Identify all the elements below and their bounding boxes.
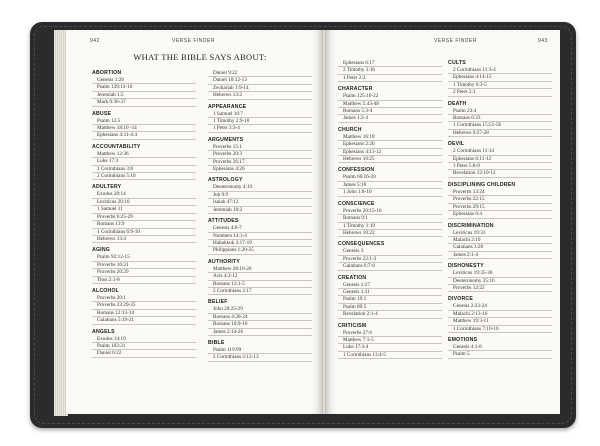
verse-reference: Psalm 103:21 [92,343,196,350]
right-column-1 [338,60,442,359]
verse-reference: 1 Timothy 6:3-5 [448,82,552,89]
verse-reference: Hebrews 10:25 [338,156,442,163]
verse-reference: Ephesians 6:17 [338,60,442,67]
topic-heading: CHURCH [338,126,362,133]
verse-reference: Job 9:9 [208,192,312,199]
topic-heading: AGING [92,247,111,254]
topic-heading: DEVIL [448,141,465,148]
topic-heading: CULTS [448,60,466,66]
verse-reference: 1 Corinthians 6:9-10 [92,229,196,236]
verse-reference: Acts 4:2-12 [208,273,312,280]
verse-reference: Ephesians 6:11-12 [448,156,552,163]
topic-heading: CHARACTER [338,86,373,93]
verse-reference: Psalm 23:4 [448,108,552,115]
verse-reference: Proverbs 22:1-3 [338,256,442,263]
topic-heading: ACCOUNTABILITY [92,143,141,150]
verse-reference: Proverbs 20:1 [92,295,196,302]
verse-reference: Exodus 14:19 [92,336,196,343]
running-header-left: VERSE FINDER [172,38,215,44]
verse-reference: Psalm 139:13-16 [92,84,196,91]
verse-reference: Proverbs 20:29 [92,269,196,276]
topic-heading: CREATION [338,274,367,281]
verse-reference: Matthew 5:43-48 [338,101,442,108]
page-number-right: 943 [538,38,548,44]
topic-heading: CONSEQUENCES [338,241,385,248]
verse-reference: 2 Peter 2:1 [448,89,552,96]
verse-reference: 1 Peter 2:2 [338,75,442,82]
verse-reference: Genesis 1:27 [338,282,442,289]
verse-reference: Numbers 14:1-4 [208,233,312,240]
verse-reference: Proverbs 16:31 [92,262,196,269]
topic-heading: AUTHORITY [208,258,241,265]
verse-reference: Ephesians 6:4 [448,211,552,218]
verse-reference: Titus 2:1-8 [92,277,196,284]
verse-reference: Proverbs 13:24 [448,189,552,196]
verse-reference: Hebrews 13:4 [92,236,196,243]
verse-reference: 1 Samuel 16:7 [208,111,312,118]
verse-reference: Psalm 119:99 [208,347,312,354]
verse-reference: Psalm 89:5 [338,304,442,311]
topic-heading: DISHONESTY [448,263,484,270]
verse-reference: Romans 12:13-14 [92,310,196,317]
verse-reference: Proverbs 20:15-16 [338,208,442,215]
topic-heading: DEATH [448,100,467,107]
topic-heading: CRITICISM [338,322,367,329]
verse-reference: James 2:14-26 [208,329,312,336]
topic-heading: DISCRIMINATION [448,222,494,229]
topic-heading: EMOTIONS [448,336,478,343]
verse-reference: Matthew 12:36 [92,151,196,158]
verse-reference: Romans 10:9-10 [208,321,312,328]
page-title: WHAT THE BIBLE SAYS ABOUT: [133,52,267,62]
verse-reference: Galatians 5:19-21 [92,317,196,324]
verse-reference: Revelation 12:10-12 [448,170,552,177]
verse-reference: Deuteronomy 4:19 [208,184,312,191]
topic-heading: CONSCIENCE [338,200,375,207]
verse-reference: Habakkuk 3:17-19 [208,240,312,247]
verse-reference: Daniel 10:12-13 [208,77,312,84]
verse-reference: Ephesians 4:11-12 [338,149,442,156]
verse-reference: Philippians 1:20-25 [208,247,312,254]
topic-heading: DISCIPLINING CHILDREN [448,181,516,188]
verse-reference: Galatians 6:7-8 [338,263,442,270]
verse-reference: 2 Corinthians 2:17 [208,288,312,295]
verse-reference: Zechariah 1:9-14 [208,85,312,92]
verse-reference: 1 Corinthians 15:51-56 [448,122,552,129]
verse-reference: Jeremiah 1:5 [92,92,196,99]
topic-heading: ALCOHOL [92,287,120,294]
verse-reference: Psalm 19:1 [338,296,442,303]
topic-heading: DIVORCE [448,296,474,303]
book-gutter [322,30,326,414]
verse-reference: Mark 9:36-37 [92,99,196,106]
verse-reference: 2 Corinthians 11:3-4 [448,67,552,74]
verse-reference: Galatians 3:28 [448,244,552,251]
verse-reference: Genesis 4:1-8 [448,344,552,351]
verse-reference: 1 Peter 5:8-9 [448,163,552,170]
page-number-left: 942 [90,38,100,44]
verse-reference: 2 Timothy 3:16 [338,67,442,74]
verse-reference: Isaiah 47:12 [208,199,312,206]
verse-reference: Romans 6:23 [448,115,552,122]
topic-heading: ATTITUDES [208,218,239,225]
verse-reference: 2 Corinthians 11:14 [448,148,552,155]
verse-reference: Ephesians 2:20 [338,141,442,148]
topic-heading: ABORTION [92,70,122,76]
topic-heading: CONFESSION [338,167,375,174]
topic-heading: ASTROLOGY [208,177,243,184]
verse-reference: Hebrews 9:27-28 [448,130,552,137]
topic-heading: ADULTERY [92,184,122,191]
left-column-2 [208,70,312,362]
topic-heading: ANGELS [92,328,115,335]
verse-reference: Matthew 7:1-5 [338,337,442,344]
verse-reference: Daniel 6:22 [92,350,196,357]
verse-reference: Matthew 16:18 [338,134,442,141]
verse-reference: 1 Timothy 2:9-10 [208,118,312,125]
verse-reference: Daniel 9:22 [208,70,312,77]
verse-reference: James 5:16 [338,182,442,189]
topic-heading: BELIEF [208,299,228,306]
verse-reference: Proverbs 29:15 [448,204,552,211]
verse-reference: Romans 4:20-24 [208,314,312,321]
verse-reference: 1 Samuel 11 [92,206,196,213]
topic-heading: ABUSE [92,110,112,117]
verse-reference: James 2:1-4 [448,252,552,259]
verse-reference: 1 Timothy 1:19 [338,223,442,230]
verse-reference: Deuteronomy 25:16 [448,278,552,285]
verse-reference: Psalm 12:5 [92,118,196,125]
verse-reference: Matthew 18:10 -14 [92,125,196,132]
verse-reference: Proverbs 6:25-29 [92,214,196,221]
verse-reference: Proverbs 15:1 [208,144,312,151]
running-header-right: VERSE FINDER [434,38,477,44]
verse-reference: Leviticus 20:10 [92,199,196,206]
verse-reference: Matthew 19:3-11 [448,318,552,325]
verse-reference: 1 Peter 3:3-4 [208,125,312,132]
verse-reference: Romans 9:1 [338,215,442,222]
right-page [324,30,560,414]
verse-reference: Proverbs 26:17 [208,159,312,166]
verse-reference: Romans 13:9 [92,221,196,228]
verse-reference: Psalm 5 [448,351,552,358]
verse-reference: Luke 17:3 [92,158,196,165]
verse-reference: 1 Corinthians 7:10-16 [448,326,552,333]
verse-reference: Ephesians 4:31-4:4 [92,132,196,139]
verse-reference: John 20:25-29 [208,306,312,313]
verse-reference: Proverbs 20:3 [208,151,312,158]
verse-reference: Proverbs 23:29-35 [92,302,196,309]
verse-reference: Proverbs 27:6 [338,330,442,337]
verse-reference: Luke 17:3-4 [338,344,442,351]
verse-reference: James 1:2-4 [338,115,442,122]
verse-reference: Leviticus 19:33 [448,230,552,237]
verse-reference: Genesis 1:31 [338,289,442,296]
verse-reference: Matthew 28:16-20 [208,266,312,273]
verse-reference: Genesis 3 [338,248,442,255]
verse-reference: Jeremiah 10:2 [208,207,312,214]
verse-reference: Hebrews 10:22 [338,230,442,237]
verse-reference: Malachi 2:10 [448,237,552,244]
verse-reference: 1 John 1:8-10 [338,189,442,196]
verse-reference: Ephesians 4:14-15 [448,74,552,81]
verse-reference: Romans 5:3-4 [338,108,442,115]
verse-reference: 1 Corinthians 13:4-5 [338,352,442,359]
left-column-1 [92,70,196,358]
verse-reference: Revelation 2:1-4 [338,311,442,318]
verse-reference: Malachi 2:13-16 [448,311,552,318]
verse-reference: Romans 13:1-5 [208,281,312,288]
left-page [66,30,324,414]
verse-reference: 1 Corinthians 3:8 [92,166,196,173]
verse-reference: Genesis 2:23-24 [448,303,552,310]
verse-reference: Genesis 1:26 [92,77,196,84]
verse-reference: Psalm 92:12-15 [92,254,196,261]
verse-reference: 2 Corinthians 2:12-13 [208,354,312,361]
verse-reference: 2 Corinthians 5:10 [92,173,196,180]
topic-heading: ARGUMENTS [208,136,244,143]
verse-reference: Ephesians 4:26 [208,166,312,173]
verse-reference: Proverbs 12:22 [448,285,552,292]
verse-reference: Proverbs 22:15 [448,196,552,203]
verse-reference: Psalm 66:16-20 [338,174,442,181]
verse-reference: Exodus 20:14 [92,191,196,198]
verse-reference: Hebrews 13:2 [208,92,312,99]
topic-heading: APPEARANCE [208,103,247,110]
verse-reference: Leviticus 19:35-36 [448,270,552,277]
topic-heading: BIBLE [208,339,225,346]
right-column-2 [448,60,552,359]
verse-reference: Genesis 4:6-7 [208,225,312,232]
verse-reference: Psalm 125:16-22 [338,93,442,100]
